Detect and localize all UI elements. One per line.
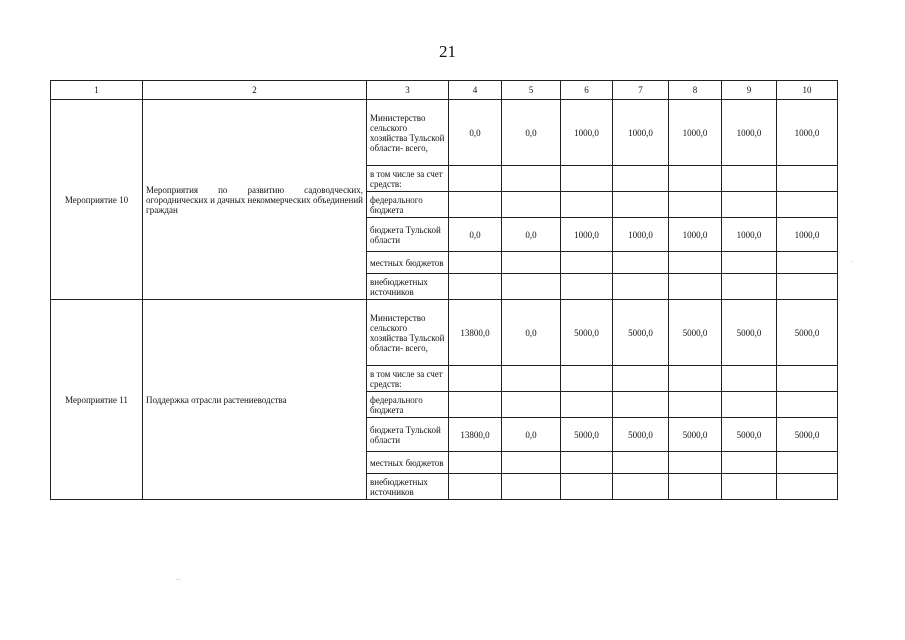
value-cell bbox=[449, 166, 502, 192]
header-cell: 5 bbox=[502, 81, 561, 100]
value-cell bbox=[502, 192, 561, 218]
funding-source-cell: бюджета Тульской области bbox=[367, 218, 449, 252]
funding-source-cell: в том числе за счет средств: bbox=[367, 366, 449, 392]
funding-source-cell: местных бюджетов bbox=[367, 252, 449, 274]
funding-source-cell: внебюджетных источников bbox=[367, 274, 449, 300]
value-cell bbox=[613, 166, 669, 192]
header-cell: 6 bbox=[561, 81, 613, 100]
value-cell bbox=[449, 392, 502, 418]
value-cell: 1000,0 bbox=[561, 100, 613, 166]
header-cell: 4 bbox=[449, 81, 502, 100]
value-cell bbox=[722, 366, 777, 392]
header-cell: 9 bbox=[722, 81, 777, 100]
value-cell bbox=[669, 392, 722, 418]
value-cell bbox=[502, 392, 561, 418]
value-cell: 1000,0 bbox=[669, 100, 722, 166]
value-cell bbox=[502, 366, 561, 392]
value-cell bbox=[777, 392, 838, 418]
value-cell: 1000,0 bbox=[722, 218, 777, 252]
value-cell bbox=[722, 474, 777, 500]
header-cell: 8 bbox=[669, 81, 722, 100]
value-cell: 1000,0 bbox=[777, 100, 838, 166]
value-cell bbox=[777, 474, 838, 500]
value-cell bbox=[722, 192, 777, 218]
funding-source-cell: бюджета Тульской области bbox=[367, 418, 449, 452]
value-cell bbox=[502, 166, 561, 192]
value-cell bbox=[449, 474, 502, 500]
value-cell bbox=[561, 252, 613, 274]
value-cell bbox=[449, 192, 502, 218]
funding-source-cell: местных бюджетов bbox=[367, 452, 449, 474]
value-cell bbox=[777, 452, 838, 474]
value-cell: 1000,0 bbox=[722, 100, 777, 166]
value-cell: 13800,0 bbox=[449, 300, 502, 366]
value-cell bbox=[722, 392, 777, 418]
value-cell: 5000,0 bbox=[669, 418, 722, 452]
value-cell bbox=[561, 192, 613, 218]
value-cell bbox=[669, 252, 722, 274]
value-cell: 1000,0 bbox=[669, 218, 722, 252]
value-cell: 13800,0 bbox=[449, 418, 502, 452]
value-cell: 0,0 bbox=[502, 418, 561, 452]
header-row bbox=[51, 81, 838, 100]
value-cell: 1000,0 bbox=[613, 100, 669, 166]
value-cell bbox=[561, 366, 613, 392]
value-cell: 0,0 bbox=[502, 300, 561, 366]
value-cell: 5000,0 bbox=[613, 418, 669, 452]
value-cell: 5000,0 bbox=[669, 300, 722, 366]
value-cell bbox=[777, 166, 838, 192]
value-cell bbox=[669, 474, 722, 500]
activity-description-cell: Мероприятия по развитию садоводческих, огороднических и дачных некоммерческих объединений граждан bbox=[143, 100, 367, 300]
value-cell bbox=[561, 452, 613, 474]
value-cell bbox=[669, 274, 722, 300]
budget-table bbox=[50, 80, 838, 500]
value-cell bbox=[669, 166, 722, 192]
value-cell bbox=[502, 452, 561, 474]
value-cell bbox=[722, 274, 777, 300]
value-cell bbox=[561, 392, 613, 418]
value-cell: 5000,0 bbox=[561, 418, 613, 452]
activity-cell: Мероприятие 10 bbox=[51, 100, 143, 300]
value-cell bbox=[722, 252, 777, 274]
value-cell bbox=[613, 274, 669, 300]
value-cell: 1000,0 bbox=[561, 218, 613, 252]
value-cell bbox=[669, 452, 722, 474]
header-cell: 2 bbox=[143, 81, 367, 100]
value-cell: 1000,0 bbox=[777, 218, 838, 252]
value-cell bbox=[777, 274, 838, 300]
value-cell bbox=[613, 474, 669, 500]
value-cell bbox=[613, 192, 669, 218]
value-cell bbox=[669, 366, 722, 392]
value-cell: 5000,0 bbox=[613, 300, 669, 366]
value-cell bbox=[449, 452, 502, 474]
value-cell bbox=[502, 474, 561, 500]
value-cell: 5000,0 bbox=[777, 300, 838, 366]
activity-description-cell: Поддержка отрасли растениеводства bbox=[143, 300, 367, 500]
value-cell bbox=[777, 252, 838, 274]
page-number: 21 bbox=[439, 42, 456, 61]
header-cell: 1 bbox=[51, 81, 143, 100]
funding-source-cell: в том числе за счет средств: bbox=[367, 166, 449, 192]
value-cell bbox=[502, 274, 561, 300]
value-cell bbox=[613, 452, 669, 474]
table-row bbox=[51, 100, 838, 166]
activity-cell: Мероприятие 11 bbox=[51, 300, 143, 500]
value-cell bbox=[777, 366, 838, 392]
funding-source-cell: Министерство сельского хозяйства Тульской области- всего, bbox=[367, 300, 449, 366]
funding-source-cell: федерального бюджета bbox=[367, 192, 449, 218]
value-cell bbox=[449, 274, 502, 300]
header-cell: 7 bbox=[613, 81, 669, 100]
table-row bbox=[51, 300, 838, 366]
value-cell bbox=[669, 192, 722, 218]
value-cell bbox=[449, 252, 502, 274]
scan-speck: · bbox=[851, 258, 854, 266]
value-cell: 0,0 bbox=[449, 218, 502, 252]
value-cell bbox=[561, 274, 613, 300]
value-cell: 1000,0 bbox=[613, 218, 669, 252]
funding-source-cell: Министерство сельского хозяйства Тульской области- всего, bbox=[367, 100, 449, 166]
value-cell: 5000,0 bbox=[722, 418, 777, 452]
funding-source-cell: федерального бюджета bbox=[367, 392, 449, 418]
value-cell: 5000,0 bbox=[561, 300, 613, 366]
value-cell bbox=[449, 366, 502, 392]
value-cell bbox=[561, 166, 613, 192]
value-cell bbox=[561, 474, 613, 500]
value-cell bbox=[613, 392, 669, 418]
value-cell: 0,0 bbox=[502, 100, 561, 166]
scan-speck: ‥ bbox=[176, 574, 181, 582]
value-cell: 5000,0 bbox=[777, 418, 838, 452]
header-cell: 10 bbox=[777, 81, 838, 100]
value-cell: 0,0 bbox=[502, 218, 561, 252]
value-cell bbox=[722, 166, 777, 192]
value-cell: 0,0 bbox=[449, 100, 502, 166]
value-cell bbox=[777, 192, 838, 218]
value-cell bbox=[722, 452, 777, 474]
value-cell bbox=[502, 252, 561, 274]
value-cell bbox=[613, 366, 669, 392]
funding-source-cell: внебюджетных источников bbox=[367, 474, 449, 500]
value-cell bbox=[613, 252, 669, 274]
header-cell: 3 bbox=[367, 81, 449, 100]
value-cell: 5000,0 bbox=[722, 300, 777, 366]
